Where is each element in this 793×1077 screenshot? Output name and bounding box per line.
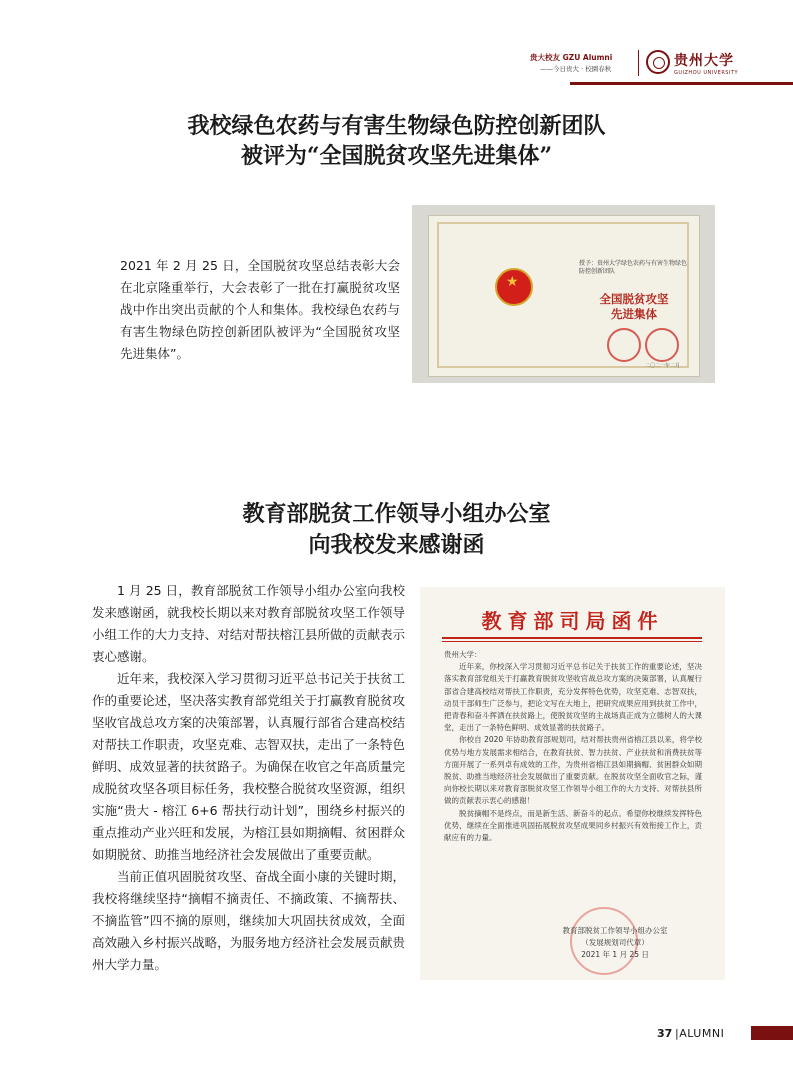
thank-you-letter-photo <box>420 587 725 980</box>
letter-signature-org: 教育部脱贫工作领导小组办公室 <box>562 926 668 935</box>
certificate-awardee: 授予：贵州大学绿色农药与有害生物绿色防控创新团队 <box>579 260 688 275</box>
national-emblem-icon <box>495 268 533 306</box>
university-logo <box>674 50 744 76</box>
certificate-title <box>589 292 679 322</box>
letter-signature-date: 2021 年 1 月 25 日 <box>581 950 649 959</box>
letter-signature-note: （发展规划司代章） <box>581 938 649 947</box>
letter-paragraph: 近年来，你校深入学习贯彻习近平总书记关于扶贫工作的重要论述，坚决落实教育部党组关于打赢教育脱贫攻坚收官战总攻方案的决策部署，认真履行部省合建高校结对帮扶工作职责，充分发挥特色优势，攻坚克难、志智双扶，动员干部师生广泛参与，把论文写在大地上，把研究成果应用到扶贫工作中，把青春和奋斗挥洒在扶贫路上，使脱贫攻坚的主战场真正成为立德树人的大课堂，走出了一条特色鲜明、成效显著的扶贫路子。 <box>444 662 702 733</box>
certificate-frame <box>437 222 689 368</box>
article1-title-line2: 被评为“全国脱贫攻坚先进集体” <box>240 143 553 169</box>
footer-label: |ALUMNI <box>675 1027 725 1040</box>
page-number: 37 <box>657 1027 673 1040</box>
article2-title-line2: 向我校发来感谢函 <box>308 532 485 558</box>
header-slogan: ——今日贵大 · 校園春秋 <box>540 65 612 73</box>
article1-paragraph: 2021 年 2 月 25 日，全国脱贫攻坚总结表彰大会在北京隆重举行，大会表彰了一批在打赢脱贫攻坚战中作出突出贡献的个人和集体。我校绿色农药与有害生物绿色防控创新团队被评为“全国脱贫攻坚先进集体”。 <box>120 258 400 361</box>
red-stamp-icon <box>607 328 641 362</box>
university-seal-icon <box>646 50 670 74</box>
article2-paragraph: 当前正值巩固脱贫攻坚、奋战全面小康的关键时期，我校将继续坚持“摘帽不摘责任、不摘政策、不摘帮扶、不摘监管”四不摘的原则，继续加大巩固扶贫成效，全面高效融入乡村振兴战略，为服务地方经济社会发展贡献贵州大学力量。 <box>92 869 405 972</box>
article2-body <box>92 580 405 976</box>
header-divider <box>638 50 639 76</box>
certificate-date: 二〇二一年二月 <box>645 363 681 369</box>
article2-paragraph: 近年来，我校深入学习贯彻习近平总书记关于扶贫工作的重要论述，坚决落实教育部党组关于打赢教育脱贫攻坚收官战总攻方案的决策部署，认真履行部省合建高校结对帮扶工作职责，攻坚克难、志智双扶，走出了一条特色鲜明、成效显著的扶贫路子。为确保在收官之年高质量完成脱贫攻坚各项目标任务，我校整合脱贫攻坚资源，组织实施“贵大 - 榕江 6+6 帮扶行动计划”，围绕乡村振兴的重点推动产业兴旺和发展，为榕江县如期摘帽、贫困群众如期脱贫、助推当地经济社会发展做出了重要贡献。 <box>92 671 405 862</box>
university-name-en: GUIZHOU UNIVERSITY <box>674 70 739 76</box>
letter-paragraph: 你校自 2020 年协助教育部规划司，结对帮扶贵州省榕江县以来，将学校优势与地方发展需求相结合，在教育扶贫、智力扶贫、产业扶贫和消费扶贫等方面开展了一系列卓有成效的工作，为贵州省榕江县如期摘帽、贫困群众如期脱贫、助推当地经济社会发展做出了重要贡献。在脱贫攻坚全面收官之际，谨向你校长期以来对教育部脱贫攻坚工作领导小组工作的大力支持、对帮扶县所做的贡献表示衷心的感谢！ <box>444 735 702 806</box>
certificate-title-line2: 先进集体 <box>611 307 657 321</box>
letter-rule <box>442 637 702 639</box>
footer-bar <box>751 1026 793 1040</box>
letter-salutation: 贵州大学： <box>444 650 482 659</box>
letter-paragraph: 脱贫摘帽不是终点，而是新生活、新奋斗的起点。希望你校继续发挥特色优势，继续在全面推进巩固拓展脱贫攻坚成果同乡村振兴有效衔接工作上，贡献应有的力量。 <box>444 808 702 843</box>
certificate-photo <box>412 205 715 383</box>
article1-title-line1: 我校绿色农药与有害生物绿色防控创新团队 <box>187 113 606 139</box>
alumni-label: 贵大校友 GZU Alumni <box>530 53 613 62</box>
university-name-cn: 贵州大学 <box>674 53 734 69</box>
letter-heading: 教育部司局函件 <box>481 609 664 633</box>
certificate-board <box>428 215 700 377</box>
red-stamp-icon <box>645 328 679 362</box>
certificate-title-line1: 全国脱贫攻坚 <box>599 292 669 306</box>
header-rule <box>570 82 793 85</box>
letter-body <box>444 649 702 844</box>
article2-title-line1: 教育部脱贫工作领导小组办公室 <box>242 501 551 527</box>
letter-signature <box>530 925 700 961</box>
article2-paragraph: 1 月 25 日，教育部脱贫工作领导小组办公室向我校发来感谢函，就我校长期以来对教育部脱贫攻坚工作领导小组工作的大力支持、对结对帮扶榕江县所做的贡献表示衷心感谢。 <box>92 583 405 664</box>
letter-rule <box>442 641 702 642</box>
